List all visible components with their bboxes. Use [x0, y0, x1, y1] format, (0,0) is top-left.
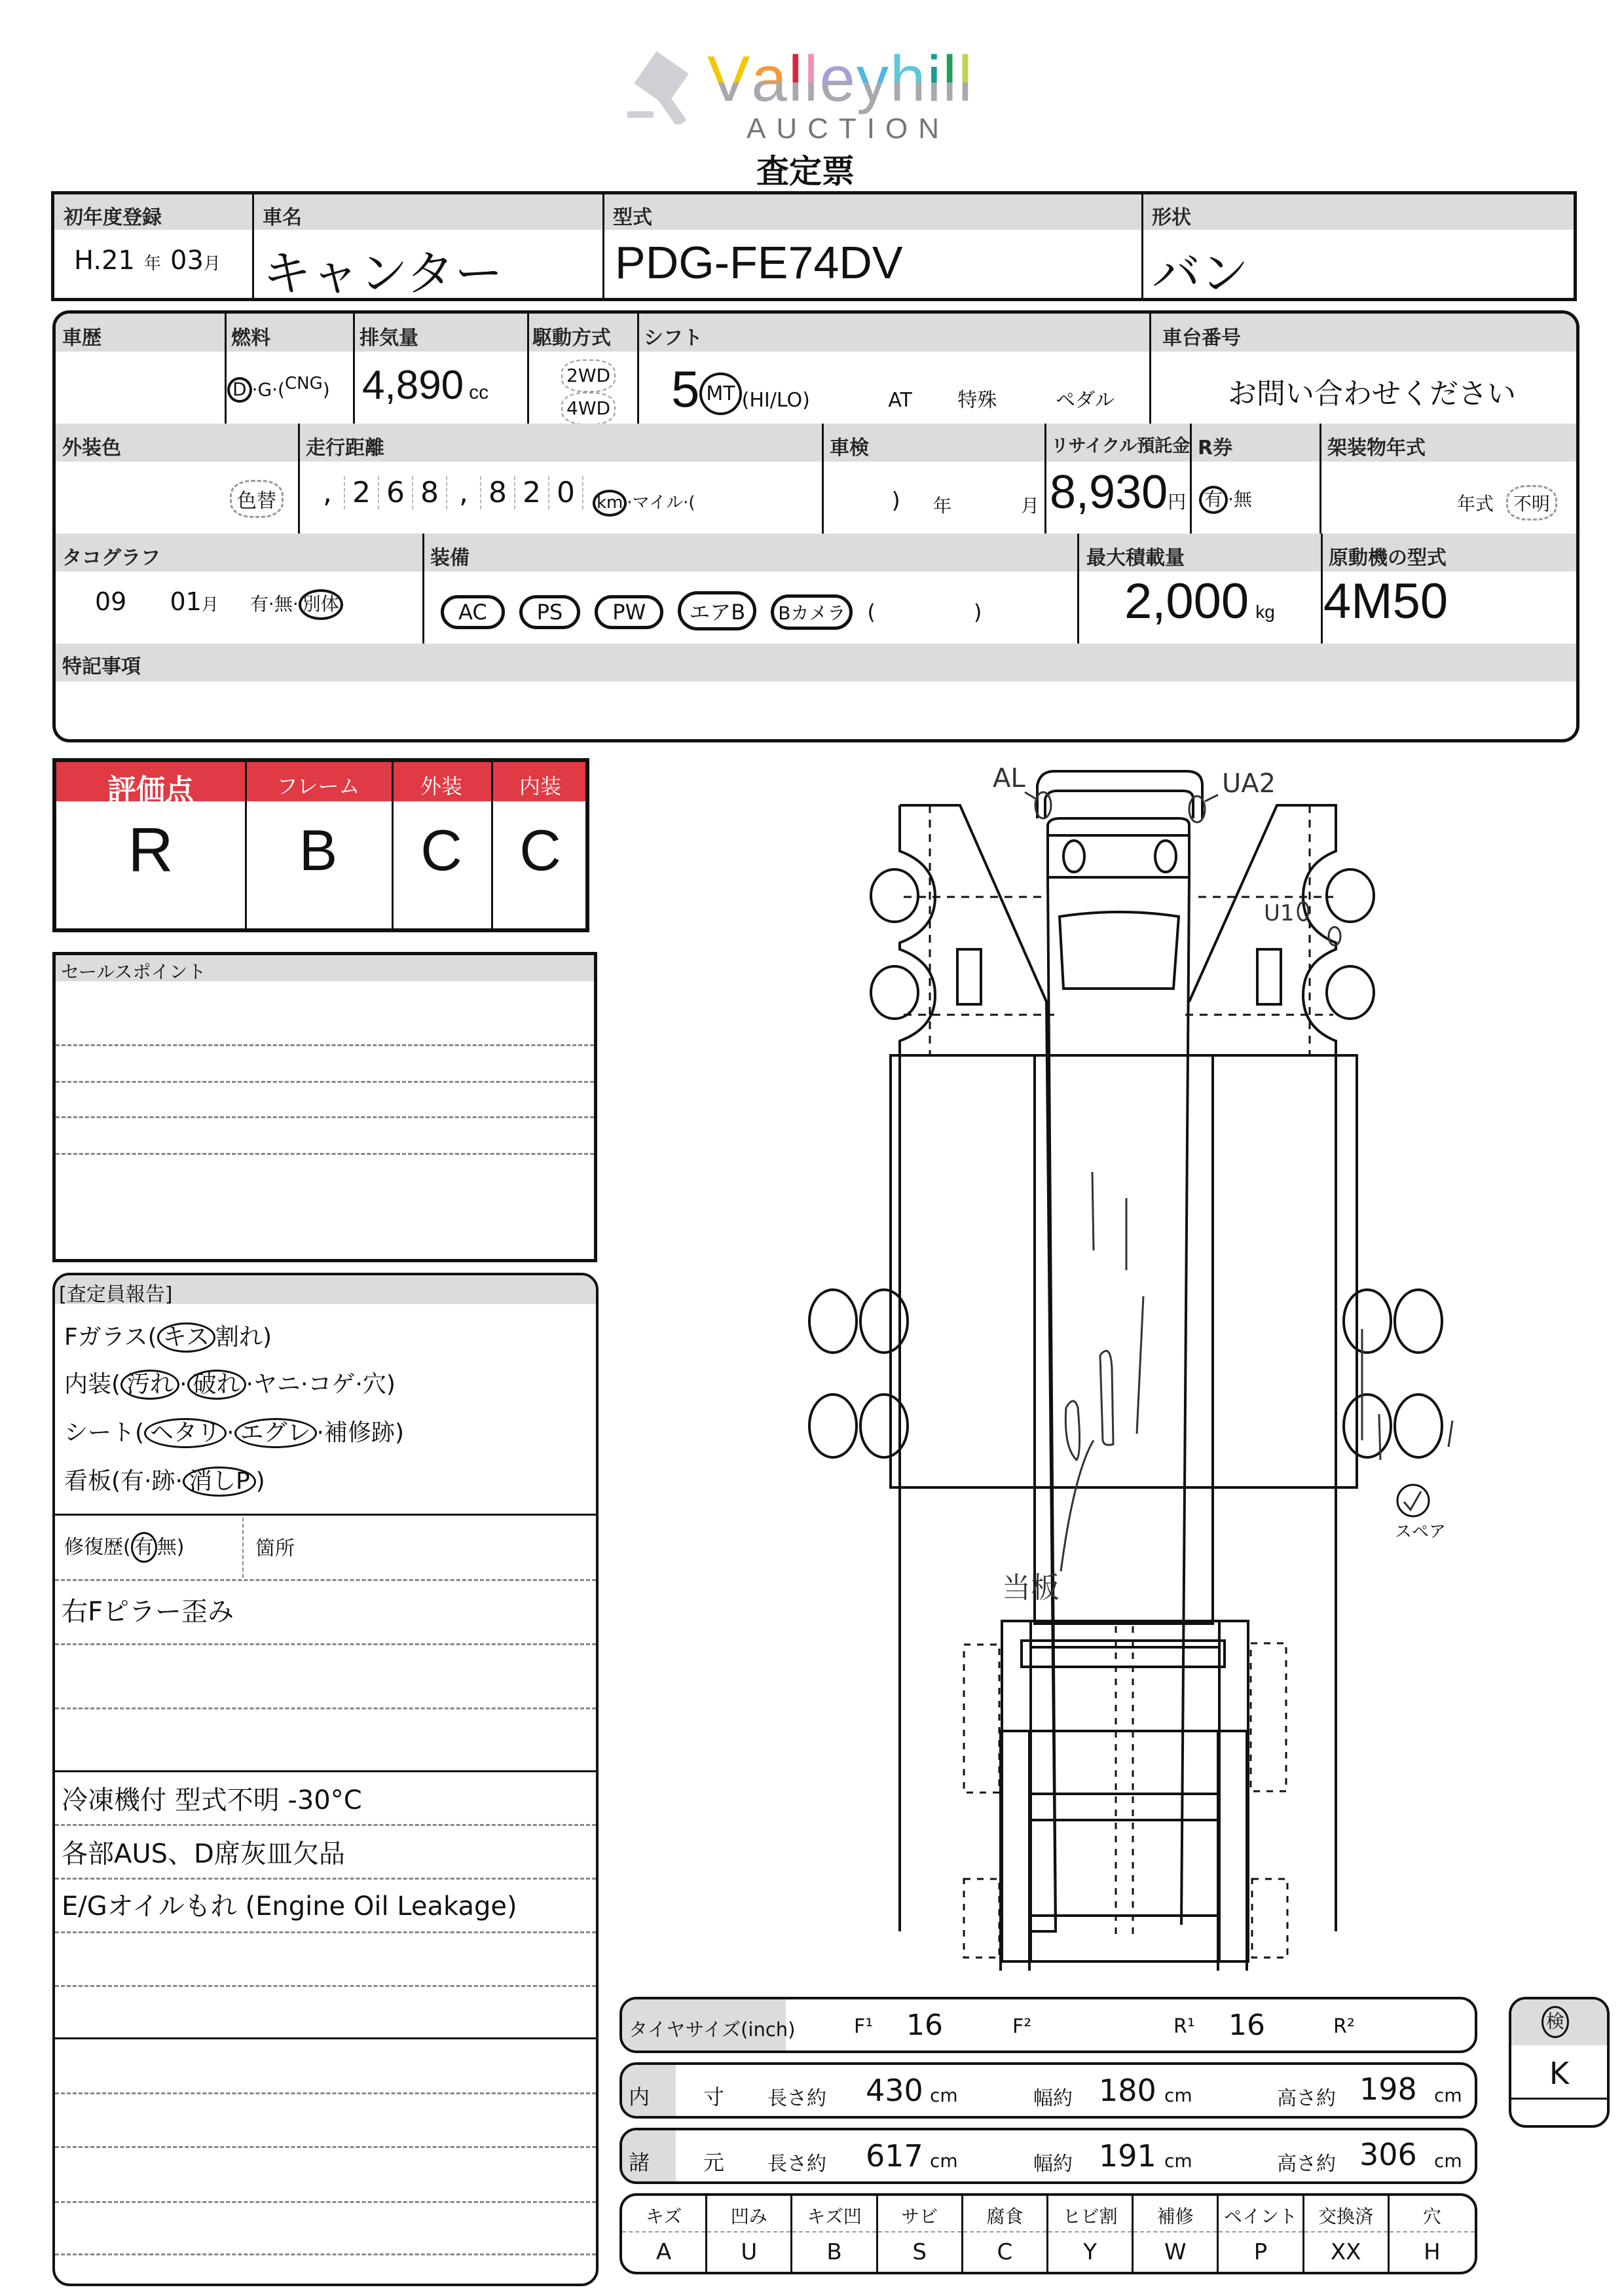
- inspector-report-box: [52, 1273, 599, 2286]
- grade-interior: C: [519, 818, 561, 883]
- inspection-badge: [1509, 1997, 1610, 2128]
- outer-height-label: 高さ約: [1277, 2153, 1336, 2176]
- tacho-separate-circled: 別体: [299, 589, 343, 620]
- legend-name: 腐食: [963, 2202, 1046, 2232]
- inspector-report-label: [査定員報告]: [59, 1283, 173, 1306]
- outer-height-unit: cm: [1434, 2150, 1462, 2172]
- max-load-label: 最大積載量: [1086, 547, 1185, 570]
- mark-fender-patch: 当板: [1002, 1571, 1060, 1605]
- tacho-label: タコグラフ: [62, 547, 160, 570]
- inner-label-b: 寸: [703, 2085, 725, 2109]
- equipment-list: [441, 591, 982, 630]
- grade-header-frame: フレーム: [276, 774, 360, 799]
- report-note-parts: 各部AUS、D席灰皿欠品: [62, 1839, 345, 1869]
- year-unit: 年: [144, 254, 162, 274]
- mark-ua2: UA2: [1222, 769, 1276, 799]
- brand-letter: l: [788, 43, 804, 115]
- outer-dimensions-box: [619, 2128, 1477, 2184]
- legend-name: キズ凹: [792, 2202, 876, 2232]
- inner-length: 430: [866, 2073, 923, 2108]
- outer-length-label: 長さ約: [767, 2153, 826, 2176]
- brand-letter: y: [856, 43, 890, 115]
- tire-r1-value: 16: [1228, 2009, 1265, 2042]
- mileage-digit: ,: [311, 476, 345, 509]
- brand-sub: AUCTION: [747, 113, 950, 145]
- damage-legend: [619, 2193, 1477, 2274]
- glass-prefix: Fガラス(: [64, 1324, 157, 1351]
- inner-height: 198: [1359, 2071, 1417, 2107]
- rticket-value: [1199, 485, 1252, 514]
- tire-f1-label: F¹: [854, 2015, 874, 2038]
- equipment-close: ): [973, 600, 982, 625]
- cargo-box: [891, 1055, 1357, 1487]
- month-unit: 月: [203, 254, 221, 274]
- sign-erased-circled: 消しP: [183, 1467, 256, 1497]
- shift-value: [671, 359, 1115, 419]
- spec-box: [52, 310, 1579, 742]
- seat-sep: ·: [227, 1419, 234, 1446]
- displacement-number: 4,890: [362, 363, 464, 408]
- model-label: 型式: [613, 206, 652, 229]
- legend-code: B: [826, 2239, 842, 2265]
- inner-height-unit: cm: [1434, 2085, 1462, 2106]
- color-changed: 色替: [230, 480, 284, 518]
- registration-label: 初年度登録: [64, 206, 162, 229]
- inspection-year-unit: 年: [933, 495, 952, 517]
- chassis-label: 車台番号: [1162, 327, 1241, 350]
- outer-length-unit: cm: [930, 2150, 958, 2172]
- report-note-oil-leak: E/Gオイルもれ (Engine Oil Leakage): [62, 1891, 517, 1922]
- equipment-airbag: エアB: [678, 591, 756, 630]
- recycle-number: 8,930: [1050, 466, 1168, 519]
- repair-prefix: 修復歴(: [64, 1536, 131, 1559]
- brand-letter: V: [707, 43, 752, 115]
- roof-inner: [1045, 791, 1193, 818]
- legend-name: 補修: [1134, 2202, 1217, 2232]
- history-label: 車歴: [62, 327, 101, 350]
- rticket-no: ·無: [1228, 488, 1252, 510]
- legend-cell: [878, 2196, 963, 2272]
- grade-frame: B: [299, 818, 338, 883]
- legend-name: 凹み: [707, 2202, 790, 2232]
- rticket-label: R券: [1198, 437, 1233, 460]
- mileage-close: ): [891, 488, 900, 514]
- name-label: 車名: [263, 206, 302, 229]
- drive-options: [561, 359, 616, 425]
- fuel-options: ·G·(: [251, 378, 285, 401]
- registration-value: [74, 246, 221, 276]
- shift-pedal: ペダル: [1055, 389, 1115, 412]
- drive-label: 駆動方式: [532, 327, 611, 350]
- legend-code: S: [912, 2239, 927, 2265]
- report-seat: [64, 1414, 404, 1448]
- legend-code: W: [1164, 2239, 1187, 2265]
- vehicle-header-box: [51, 191, 1577, 301]
- equipment-pw: PW: [595, 595, 663, 629]
- brand-letter: i: [927, 43, 943, 115]
- legend-name: 交換済: [1304, 2202, 1388, 2232]
- legend-code: C: [997, 2239, 1013, 2265]
- mileage-digit: 2: [515, 476, 549, 509]
- shape-value: バン: [1152, 246, 1249, 302]
- max-load-number: 2,000: [1124, 574, 1249, 629]
- name-value: キャンター: [263, 246, 504, 302]
- max-load-value: [1124, 573, 1275, 630]
- mark-u1: U1: [1264, 900, 1295, 926]
- legend-code: P: [1253, 2239, 1268, 2265]
- mileage-unit: [593, 488, 900, 517]
- mileage-digit: 6: [379, 476, 413, 509]
- brand-letter: h: [889, 43, 927, 115]
- tire-size-box: [619, 1997, 1477, 2053]
- legend-cell: [1134, 2196, 1219, 2272]
- legend-code: A: [655, 2239, 672, 2265]
- tire-f2-label: F²: [1012, 2015, 1032, 2038]
- seat-gouge-circled: エグレ: [234, 1418, 317, 1448]
- spare-label: スペア: [1395, 1522, 1447, 1542]
- equipment-open: (: [867, 600, 876, 625]
- seat-rest: ·補修跡): [316, 1419, 405, 1446]
- sales-points-label: セールスポイント: [61, 961, 206, 983]
- mileage-digit: ,: [447, 476, 481, 509]
- repair-no: 無): [157, 1536, 185, 1559]
- mileage-digit: 0: [549, 476, 583, 509]
- shift-label: シフト: [644, 327, 703, 350]
- inner-width-label: 幅約: [1033, 2087, 1073, 2110]
- report-interior: [64, 1366, 396, 1400]
- repair-history: [64, 1531, 184, 1563]
- glass-rest: 割れ): [215, 1324, 272, 1351]
- chassis-value: お問い合わせください: [1228, 377, 1516, 410]
- equipment-ac: AC: [441, 595, 505, 629]
- recycle-unit: 円: [1168, 492, 1187, 512]
- tacho-month-unit: 月: [201, 595, 219, 615]
- grade-score: R: [128, 815, 174, 885]
- equipment-ps: PS: [519, 595, 581, 629]
- drive-2wd: 2WD: [561, 359, 616, 392]
- report-note-refrigerator: 冷凍機付 型式不明 -30°C: [62, 1785, 362, 1815]
- fuel-value: [227, 374, 330, 403]
- legend-name: サビ: [878, 2202, 961, 2232]
- shift-at: AT: [888, 389, 912, 412]
- page-title: 査定票: [756, 153, 855, 191]
- fuel-label: 燃料: [231, 327, 270, 350]
- damage-marks: [1025, 792, 1452, 1571]
- shift-hilo: (HI/LO): [741, 389, 810, 412]
- repair-location-label: 箇所: [255, 1537, 295, 1560]
- mileage-digit: 8: [413, 476, 447, 509]
- registration-year: H.21: [74, 246, 135, 276]
- body-year-unknown: 不明: [1506, 485, 1557, 520]
- inner-dimensions-box: [619, 2062, 1477, 2119]
- outer-width-label: 幅約: [1033, 2153, 1073, 2176]
- recycle-label: リサイクル預託金: [1051, 436, 1190, 456]
- inspection-badge-value: K: [1549, 2056, 1570, 2091]
- inspection-month-unit: 月: [1021, 495, 1040, 517]
- grade-exterior: C: [420, 818, 462, 883]
- legend-name: ペイント: [1219, 2202, 1302, 2232]
- repair-yes-circled: 有: [131, 1532, 157, 1563]
- shift-special: 特殊: [957, 389, 997, 412]
- tire-f1-value: 16: [906, 2009, 943, 2042]
- tacho-year: 09: [95, 587, 127, 616]
- interior-prefix: 内装(: [64, 1371, 121, 1398]
- displacement-label: 排気量: [360, 327, 418, 350]
- brand-letter: e: [819, 43, 857, 115]
- drive-4wd: 4WD: [561, 392, 616, 425]
- legend-cell: [707, 2196, 792, 2272]
- report-glass: [64, 1319, 272, 1353]
- seat-prefix: シート(: [64, 1419, 145, 1446]
- mileage-unit-options: ·マイル·(: [627, 493, 695, 513]
- legend-cell: [792, 2196, 877, 2272]
- legend-name: キズ: [622, 2202, 705, 2232]
- tacho-value: [95, 587, 343, 620]
- legend-code: Y: [1083, 2239, 1097, 2265]
- legend-cell: [622, 2196, 707, 2272]
- shift-gears: 5: [671, 360, 700, 418]
- notes-label: 特記事項: [62, 655, 141, 678]
- fuel-diesel-circled: D: [227, 377, 252, 403]
- sign-close: ): [255, 1468, 265, 1495]
- body-year-text: 年式: [1457, 493, 1494, 515]
- outer-label-b: 元: [703, 2150, 725, 2175]
- shape-label: 形状: [1152, 206, 1191, 229]
- gavel-icon: [622, 46, 707, 124]
- tacho-options: 有·無·: [249, 593, 299, 615]
- model-value: PDG-FE74DV: [615, 237, 903, 288]
- body-year-value: [1457, 485, 1557, 520]
- legend-cell: [963, 2196, 1048, 2272]
- tire-size-label: タイヤサイズ(inch): [629, 2018, 796, 2041]
- windshield: [1060, 912, 1179, 989]
- brand-letter: a: [751, 43, 788, 115]
- interior-sep: ·: [179, 1371, 187, 1398]
- max-load-unit: kg: [1255, 602, 1275, 622]
- roof-outline: [1037, 771, 1202, 818]
- displacement-value: [362, 362, 489, 409]
- legend-cell: [1390, 2196, 1475, 2272]
- legend-code: H: [1424, 2239, 1441, 2265]
- brand-name: [707, 42, 974, 116]
- brand-letter: l: [958, 43, 974, 115]
- legend-cell: [1048, 2196, 1134, 2272]
- mileage-label: 走行距離: [306, 437, 384, 460]
- engine-value: 4M50: [1323, 574, 1449, 629]
- rticket-yes-circled: 有: [1199, 486, 1228, 514]
- sales-points-box: [52, 952, 597, 1262]
- report-sign: [64, 1463, 265, 1497]
- legend-code: XX: [1330, 2239, 1361, 2265]
- glass-scratch-circled: キス: [157, 1322, 215, 1353]
- mileage-value: [311, 476, 583, 509]
- grade-box: [52, 758, 589, 932]
- inner-height-label: 高さ約: [1277, 2087, 1336, 2110]
- outer-width: 191: [1099, 2138, 1156, 2174]
- legend-cell: [1219, 2196, 1304, 2272]
- interior-tear-circled: 破れ: [187, 1370, 246, 1400]
- chassis-diagram: [956, 1571, 1362, 1964]
- engine-label: 原動機の型式: [1329, 547, 1447, 570]
- brand-letter: l: [942, 43, 959, 115]
- equipment-label: 装備: [430, 547, 470, 570]
- color-label: 外装色: [62, 437, 121, 460]
- outer-width-unit: cm: [1164, 2150, 1192, 2172]
- displacement-unit: cc: [469, 382, 489, 403]
- outer-length: 617: [866, 2138, 923, 2174]
- seat-sag-circled: ヘタリ: [144, 1418, 227, 1448]
- legend-cell: [1304, 2196, 1390, 2272]
- legend-name: 穴: [1390, 2202, 1475, 2232]
- grade-header-interior: 内装: [519, 774, 561, 799]
- brand-letter: l: [803, 43, 820, 115]
- inner-width: 180: [1099, 2073, 1156, 2108]
- recycle-value: [1050, 465, 1186, 519]
- legend-code: U: [741, 2239, 758, 2265]
- inspection-label: 車検: [830, 437, 869, 460]
- inner-length-label: 長さ約: [767, 2087, 826, 2110]
- legend-name: ヒビ割: [1048, 2202, 1132, 2232]
- grade-header-exterior: 外装: [420, 774, 462, 799]
- mark-al: AL: [993, 763, 1025, 793]
- inspection-badge-label: 検: [1541, 2006, 1569, 2038]
- tacho-month: 01: [170, 587, 202, 616]
- outer-height: 306: [1359, 2137, 1417, 2172]
- interior-dirt-circled: 汚れ: [120, 1370, 179, 1400]
- fuel-close: ): [322, 378, 330, 401]
- inner-length-unit: cm: [930, 2085, 958, 2106]
- mileage-digit: 2: [345, 476, 379, 509]
- tire-r2-label: R²: [1333, 2015, 1355, 2038]
- outer-label-a: 諸: [629, 2150, 650, 2175]
- body-year-label: 架装物年式: [1327, 437, 1426, 460]
- shift-mt-circled: MT: [699, 373, 741, 415]
- sign-prefix: 看板(有·跡·: [64, 1468, 183, 1495]
- tire-r1-label: R¹: [1173, 2015, 1195, 2038]
- mileage-digit: 8: [481, 476, 515, 509]
- grade-header-score: 評価点: [107, 773, 194, 807]
- mileage-km-circled: km: [593, 490, 627, 517]
- spare-tire-check-icon: [1397, 1485, 1429, 1516]
- inner-label-a: 内: [629, 2085, 650, 2109]
- fuel-cng: CNG: [284, 374, 323, 393]
- inner-width-unit: cm: [1164, 2085, 1192, 2106]
- interior-rest: ·ヤニ·コゲ·穴): [246, 1371, 396, 1398]
- repair-note: 右Fピラー歪み: [62, 1597, 234, 1627]
- registration-month: 03: [170, 246, 204, 276]
- equipment-back-camera: Bカメラ: [771, 594, 853, 630]
